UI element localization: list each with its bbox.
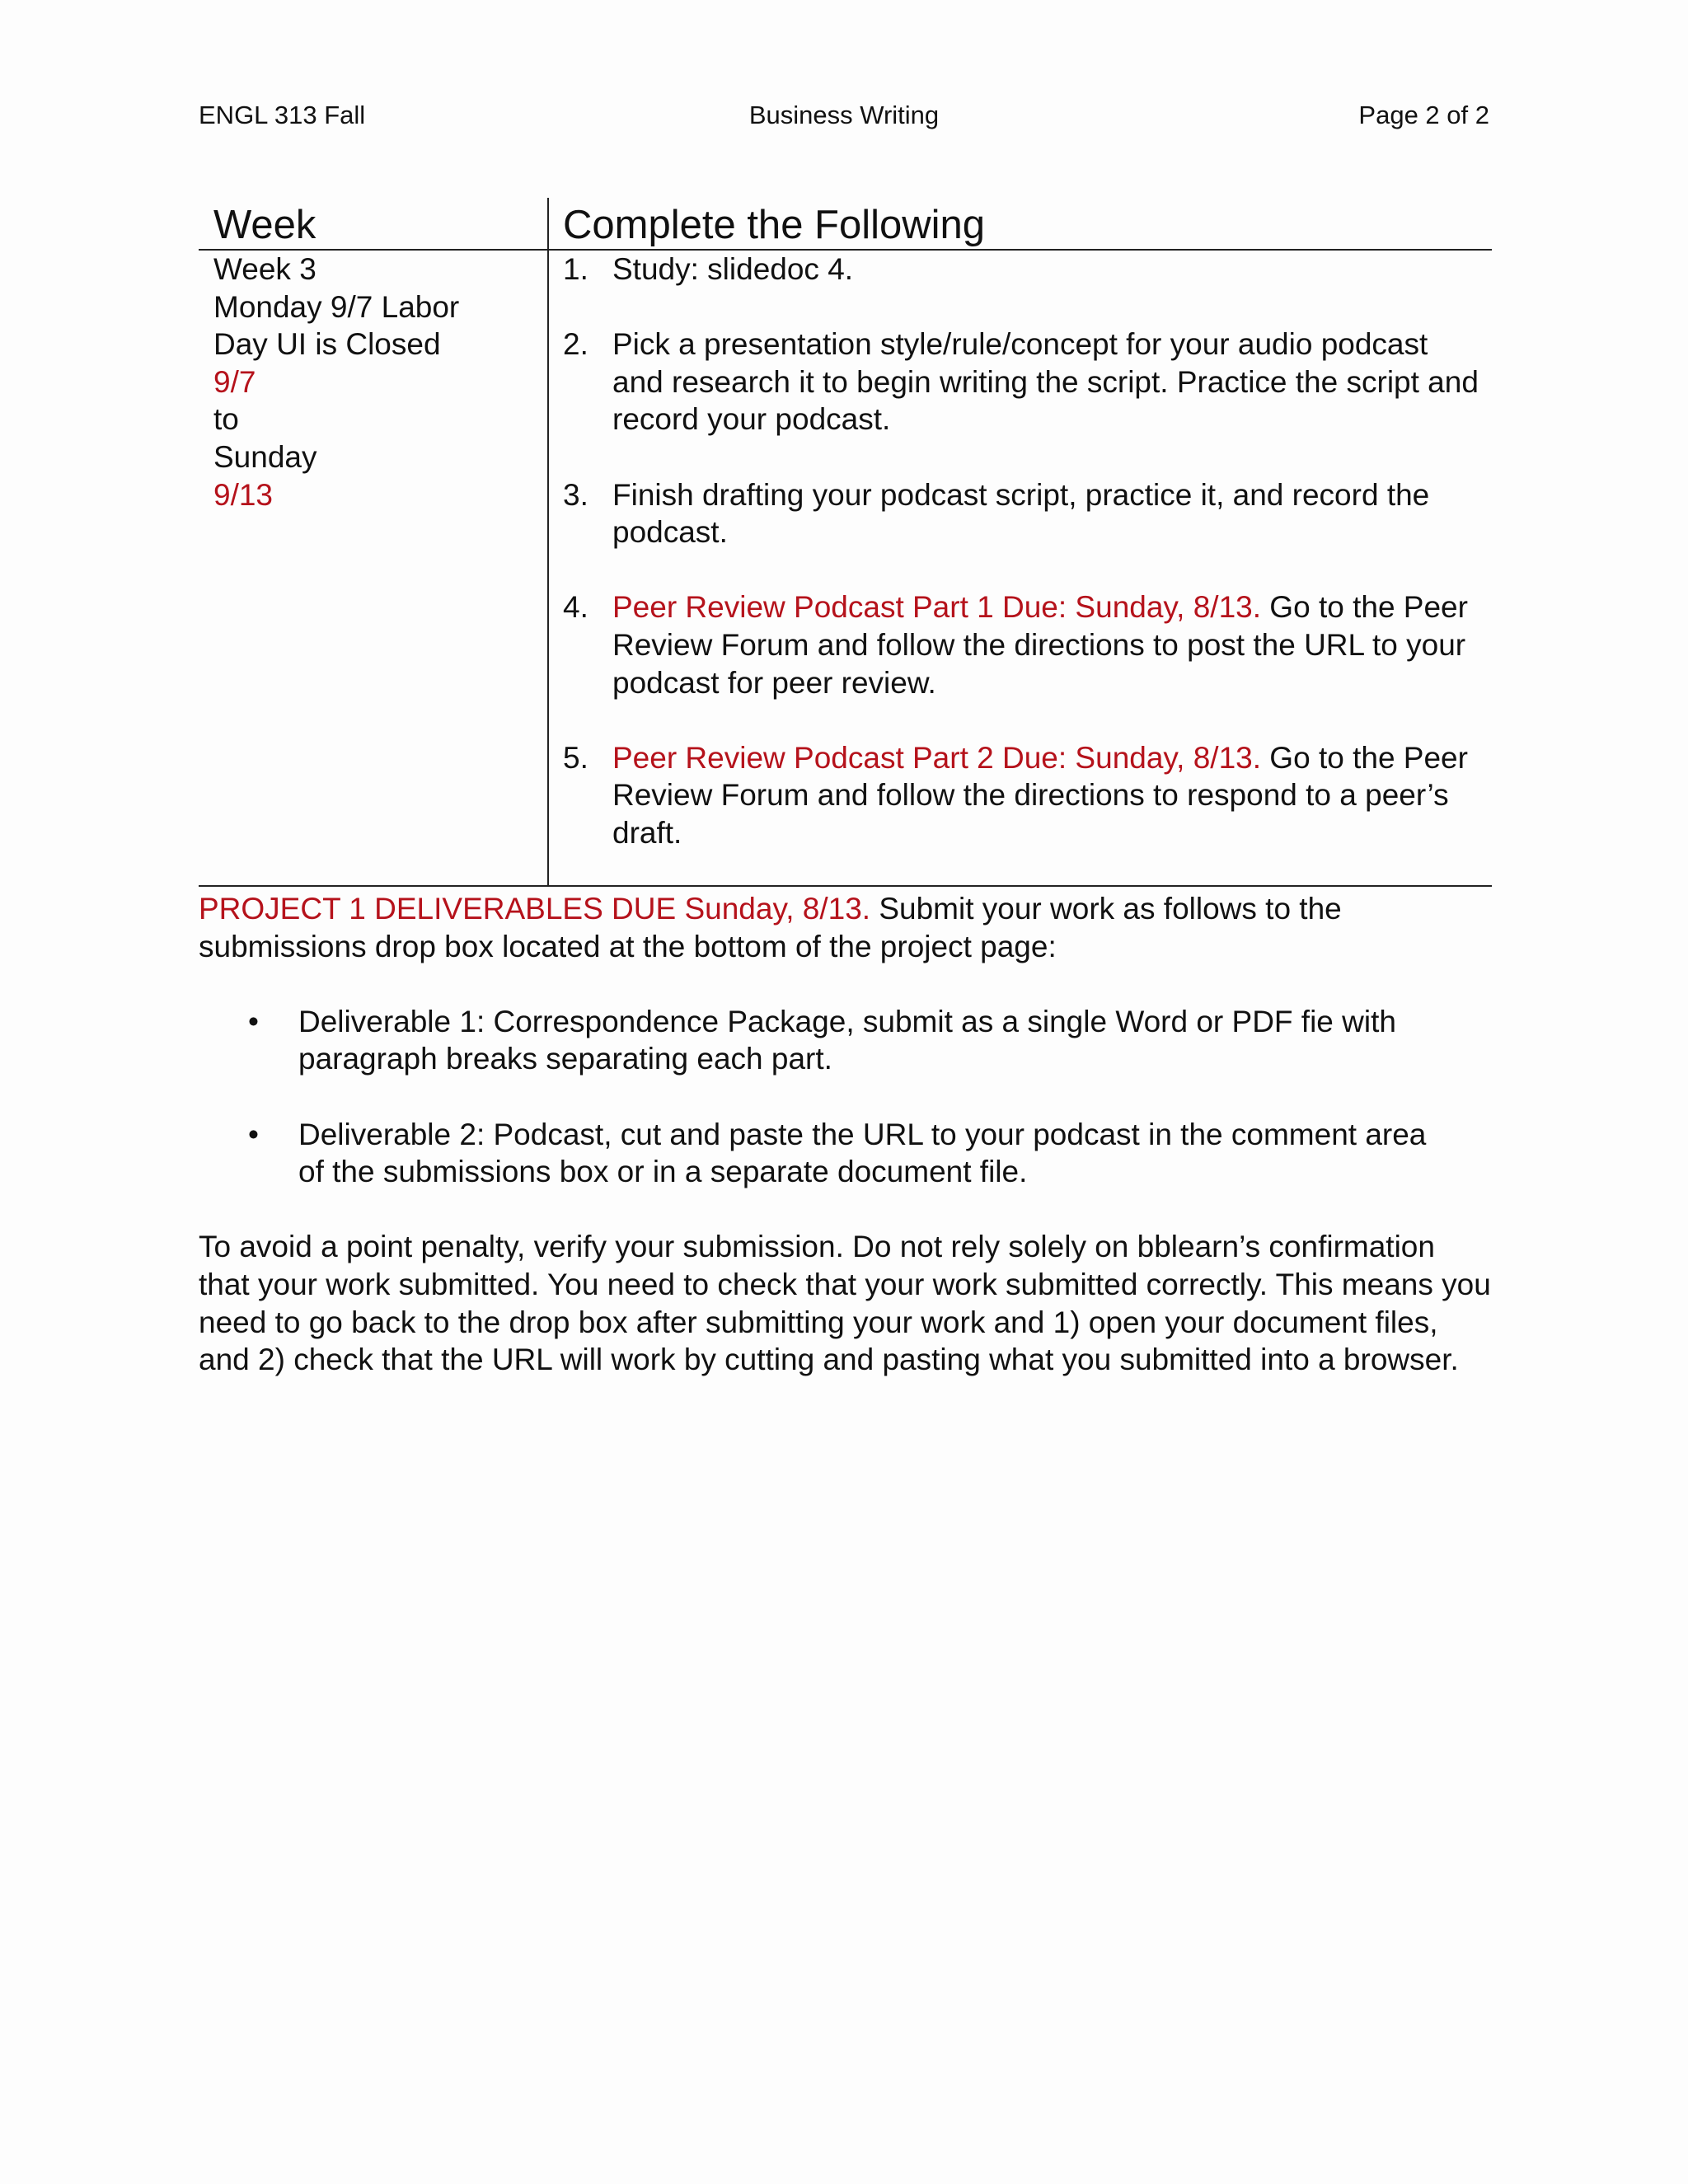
task-number: 2.	[563, 327, 588, 362]
deliverable-item	[199, 1003, 1493, 1078]
task-text: Go to the Peer Review Forum and follow the directions to respond to a peer’s draft.	[612, 740, 1468, 850]
deliverable-text: Deliverable 2: Podcast, cut and paste the URL to your podcast in the comment area of the submissions box or in a separate document file.	[298, 1117, 1427, 1189]
task-item	[563, 588, 1492, 701]
task-text: Study: slidedoc 4.	[612, 252, 854, 286]
task-item	[563, 476, 1492, 551]
task-item	[563, 739, 1492, 852]
task-number: 3.	[563, 477, 588, 512]
tasks-column-header: Complete the Following	[548, 198, 1492, 250]
week-to: to	[213, 402, 239, 437]
week-end-date: 9/13	[213, 477, 274, 512]
task-number: 4.	[563, 590, 588, 625]
deliverable-text: Deliverable 1: Correspondence Package, submit as a single Word or PDF fie with paragraph breaks separating each part.	[298, 1004, 1396, 1076]
project-due-paragraph	[199, 890, 1493, 965]
week-note-line2: Day UI is Closed	[213, 327, 441, 362]
header-title: Business Writing	[748, 101, 940, 129]
bullet-icon: •	[248, 1117, 259, 1151]
project-due-highlight: PROJECT 1 DELIVERABLES DUE Sunday, 8/13.	[199, 892, 871, 926]
task-text: Finish drafting your podcast script, practice it, and record the podcast.	[612, 477, 1430, 550]
task-item	[563, 326, 1492, 438]
week-number: Week 3	[213, 252, 316, 286]
deliverables-list	[199, 1003, 1493, 1191]
schedule-header-row	[199, 198, 1492, 250]
week-cell	[199, 250, 548, 886]
task-number: 1.	[563, 252, 588, 286]
project-due-text: Submit your work as follows to the submissions drop box located at the bottom of the project page:	[199, 892, 1342, 963]
task-list	[563, 251, 1492, 852]
page-header	[199, 97, 1489, 134]
week-note-line1: Monday 9/7 Labor	[213, 289, 460, 324]
header-page-number: Page 2 of 2	[1358, 101, 1489, 129]
task-due-highlight: Peer Review Podcast Part 2 Due: Sunday, 8/13.	[612, 740, 1262, 775]
task-due-highlight: Peer Review Podcast Part 1 Due: Sunday, 8/13.	[612, 590, 1262, 625]
task-text: Go to the Peer Review Forum and follow the directions to post the URL to your podcast for peer review.	[612, 590, 1468, 700]
header-course: ENGL 313 Fall	[199, 101, 366, 129]
week-end-day: Sunday	[213, 439, 317, 474]
task-number: 5.	[563, 740, 588, 775]
task-text: Pick a presentation style/rule/concept for your audio podcast and research it to begin writing the script. Practice the script and record your podcast.	[612, 327, 1479, 437]
verify-paragraph: To avoid a point penalty, verify your submission. Do not rely solely on bblearn’s confirmation that your work submitted. You need to check that your work submitted correctly. This means you need to go back to the drop box after submitting your work and 1) open your document files, and 2) check that the URL will work by cutting and pasting what you submitted into a browser.	[199, 1230, 1491, 1377]
week-column-header: Week	[199, 198, 548, 250]
project-section	[199, 890, 1493, 1379]
task-item	[563, 251, 1492, 288]
schedule-table	[199, 198, 1492, 887]
deliverable-item	[199, 1116, 1493, 1191]
schedule-row	[199, 250, 1492, 886]
week-start-date: 9/7	[213, 364, 256, 399]
bullet-icon: •	[248, 1004, 259, 1038]
tasks-cell	[548, 250, 1492, 886]
